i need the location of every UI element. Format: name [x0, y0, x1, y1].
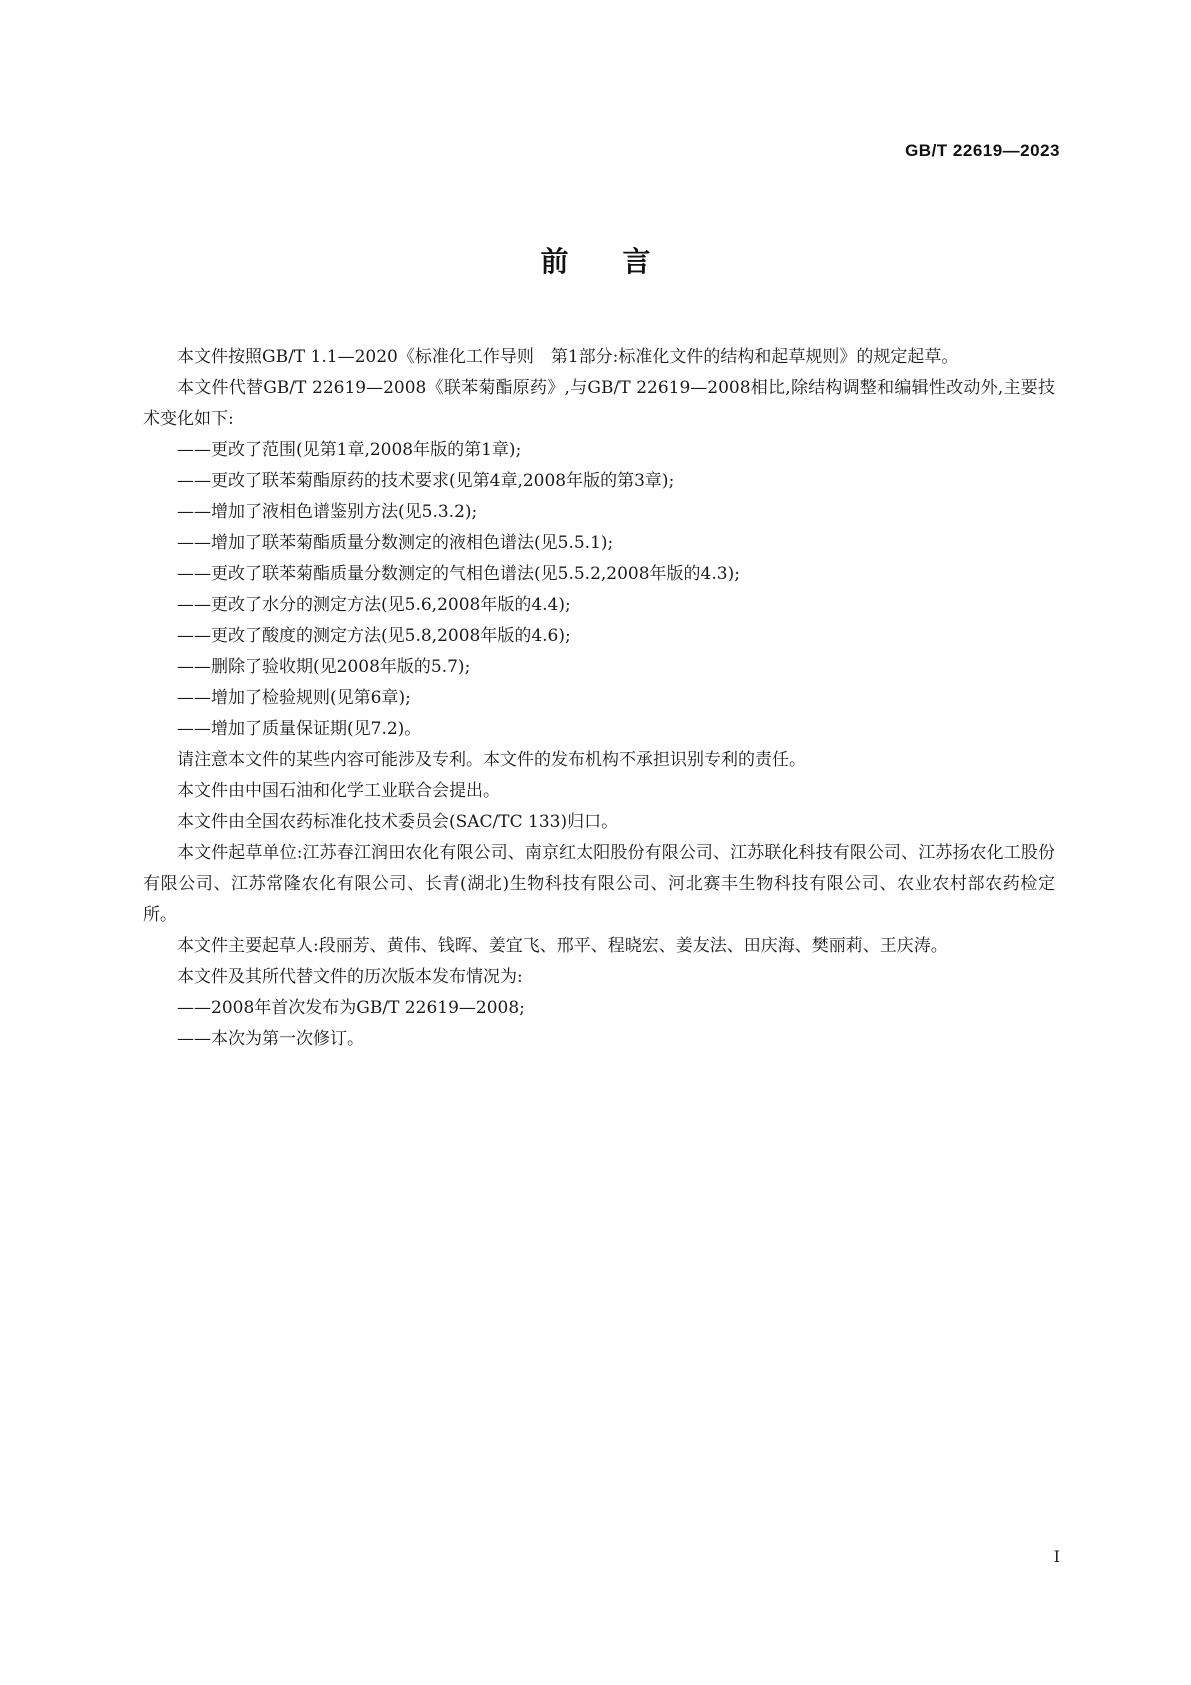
paragraph-responsible-committee: 本文件由全国农药标准化技术委员会(SAC/TC 133)归口。 — [177, 812, 619, 832]
list-item: ——本次为第一次修订。 — [177, 1029, 364, 1049]
list-item: ——更改了联苯菊酯质量分数测定的气相色谱法(见5.5.2,2008年版的4.3); — [177, 564, 740, 584]
document-body — [143, 342, 1055, 1055]
list-item: ——增加了质量保证期(见7.2)。 — [177, 719, 422, 739]
page-title: 前言 — [540, 245, 705, 278]
paragraph-drafters: 本文件主要起草人:段丽芳、黄伟、钱晖、姜宜飞、邢平、程晓宏、姜友法、田庆海、樊丽莉、王庆涛。 — [177, 936, 948, 956]
paragraph-patent-notice: 请注意本文件的某些内容可能涉及专利。本文件的发布机构不承担识别专利的责任。 — [177, 750, 806, 770]
page-number: I — [1053, 1547, 1060, 1566]
paragraph-drafting-units: 本文件起草单位:江苏春江润田农化有限公司、南京红太阳股份有限公司、江苏联化科技有限公司、江苏扬农化工股份有限公司、江苏常隆农化有限公司、长青(湖北)生物科技有限公司、河北赛丰生物科技有限公司、农业农村部农药检定所。 — [143, 843, 1055, 925]
list-item: ——更改了联苯菊酯原药的技术要求(见第4章,2008年版的第3章); — [177, 471, 675, 491]
list-item: ——增加了液相色谱鉴别方法(见5.3.2); — [177, 502, 478, 522]
paragraph-proposer: 本文件由中国石油和化学工业联合会提出。 — [177, 781, 500, 801]
paragraph-version-history: 本文件及其所代替文件的历次版本发布情况为: — [177, 967, 523, 987]
list-item: ——删除了验收期(见2008年版的5.7); — [177, 657, 471, 677]
history-list — [143, 993, 1055, 1055]
paragraph-replacement-note: 本文件代替GB/T 22619—2008《联苯菊酯原药》,与GB/T 22619—2008相比,除结构调整和编辑性改动外,主要技术变化如下: — [143, 378, 1055, 429]
list-item: ——更改了范围(见第1章,2008年版的第1章); — [177, 440, 522, 460]
list-item: ——2008年首次发布为GB/T 22619—2008; — [177, 998, 525, 1018]
list-item: ——更改了水分的测定方法(见5.6,2008年版的4.4); — [177, 595, 571, 615]
list-item: ——增加了检验规则(见第6章); — [177, 688, 411, 708]
standard-code: GB/T 22619—2023 — [905, 141, 1060, 160]
paragraph-drafting-basis: 本文件按照GB/T 1.1—2020《标准化工作导则 第1部分:标准化文件的结构和起草规则》的规定起草。 — [177, 347, 959, 367]
list-item: ——更改了酸度的测定方法(见5.8,2008年版的4.6); — [177, 626, 571, 646]
list-item: ——增加了联苯菊酯质量分数测定的液相色谱法(见5.5.1); — [177, 533, 614, 553]
changes-list — [143, 435, 1055, 745]
